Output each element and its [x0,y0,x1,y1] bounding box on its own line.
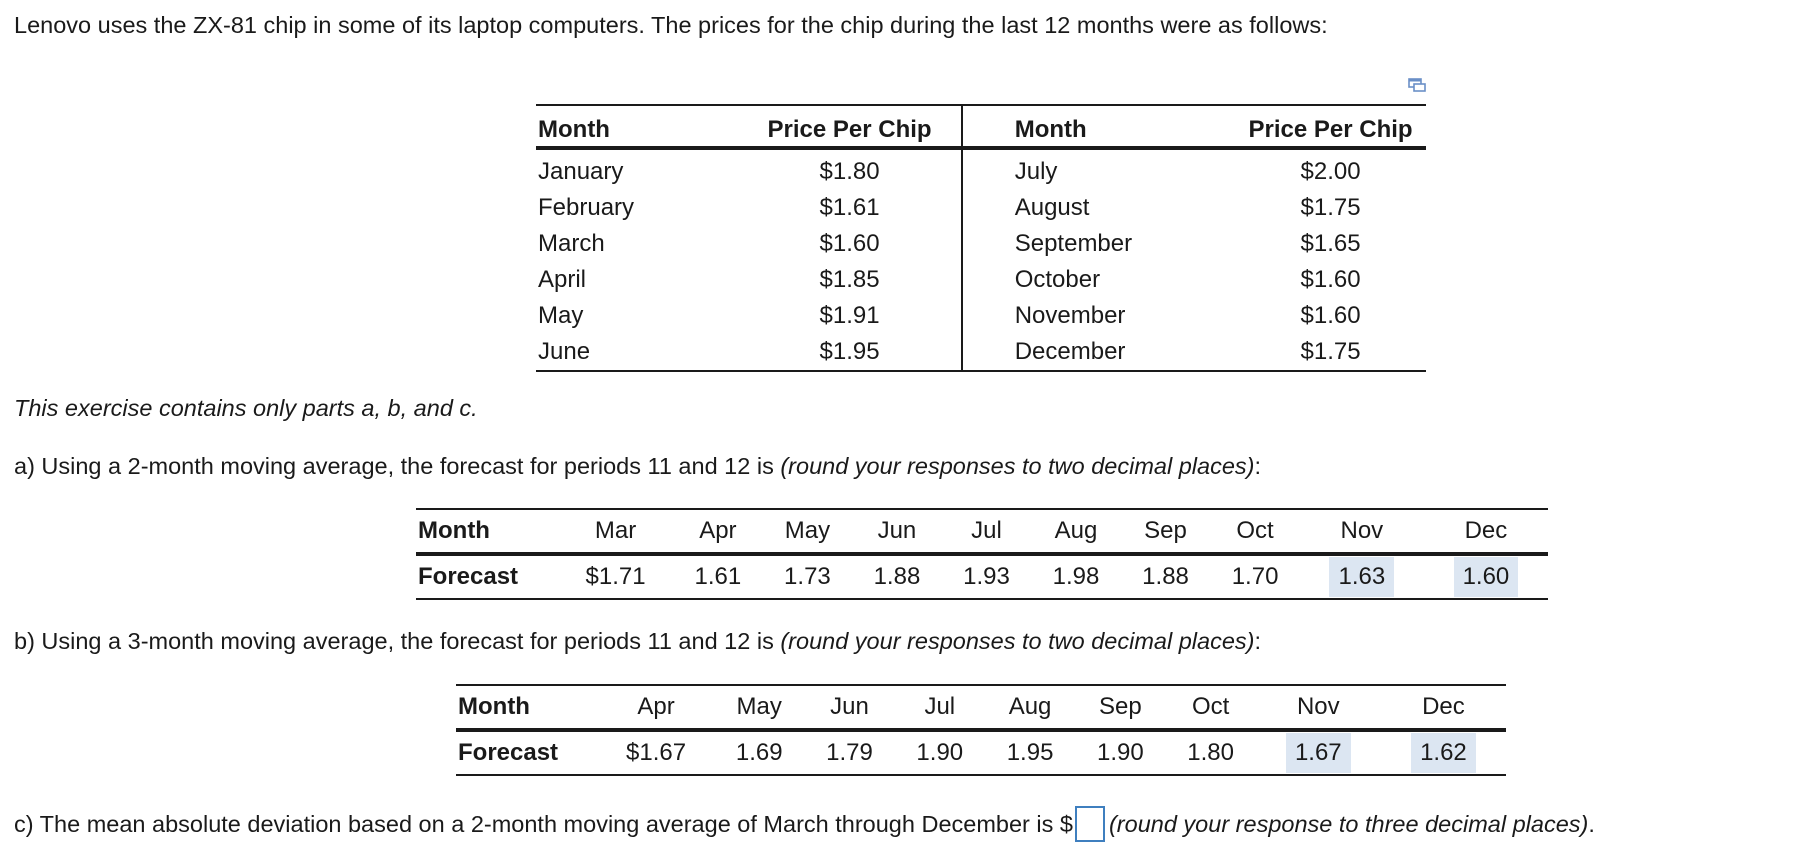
month-header-cell: Jun [804,685,894,730]
forecast-answer-cell [1300,554,1424,599]
month-header-cell: Oct [1210,509,1300,554]
month-header-cell: Apr [673,509,763,554]
price-cell: $1.60 [736,226,961,262]
month-header-cell: Jul [942,509,1032,554]
forecast-cell: $1.67 [598,730,714,775]
price-cell: $1.61 [736,190,961,226]
exercise-note: This exercise contains only parts a, b, and c. [14,395,478,421]
month-header-cell: Sep [1121,509,1211,554]
table-row [536,226,1426,262]
header-month-1: Month [536,105,736,148]
forecast-cell: 1.69 [714,730,804,775]
mad-answer-input[interactable] [1075,806,1105,842]
price-table [536,104,1426,372]
month-header-cell: Mar [558,509,673,554]
forecast-cell: 1.90 [895,730,985,775]
month-cell: June [536,334,736,371]
price-cell: $1.75 [1300,194,1361,221]
header-price-2: Price Per Chip [1233,105,1426,148]
month-header-cell: May [763,509,853,554]
part-b-prompt: b) Using a 3-month moving average, the forecast for periods 11 and 12 is (round your responses to two decimal places): [14,628,1262,654]
forecast-answer-cell [1381,730,1506,775]
row-label-forecast: Forecast [456,730,598,775]
forecast-answer-field[interactable]: 1.62 [1411,733,1476,773]
price-cell: $1.60 [1300,302,1361,329]
month-header-cell: Apr [598,685,714,730]
month-header-cell: Aug [1031,509,1121,554]
month-cell: February [538,194,635,221]
month-cell: September [1014,230,1133,257]
price-cell: $1.95 [736,334,961,371]
table-row [536,148,1426,190]
month-cell: March [538,230,605,257]
month-cell: April [538,266,587,293]
forecast-cell: 1.88 [852,554,942,599]
month-header-cell: Nov [1256,685,1381,730]
forecast-cell: 1.70 [1210,554,1300,599]
part-c-hint: (round your response to three decimal places) [1108,811,1589,838]
forecast-table-2month [416,508,1548,600]
table-row [536,262,1426,298]
month-cell: May [538,302,584,329]
header-price-1: Price Per Chip [736,105,961,148]
forecast-cell: 1.93 [942,554,1032,599]
month-header-cell: Jul [895,685,985,730]
part-b-hint: (round your responses to two decimal places) [780,628,1255,654]
month-header-cell: Oct [1165,685,1255,730]
month-header-cell: Jun [852,509,942,554]
part-c-prompt: c) The mean absolute deviation based on a 2-month moving average of March through December is $ (round your response to three decimal places). [14,808,1595,844]
table-row [536,298,1426,334]
month-header-cell: May [714,685,804,730]
forecast-cell: 1.79 [804,730,894,775]
row-label-month: Month [456,685,598,730]
popout-window-icon[interactable] [1408,78,1426,92]
part-a-hint: (round your responses to two decimal places) [780,453,1255,479]
header-month-2: Month [962,105,1233,148]
price-cell: $1.65 [1300,230,1361,257]
price-cell: $1.80 [736,148,961,190]
forecast-cell: 1.61 [673,554,763,599]
forecast-cell: 1.90 [1075,730,1165,775]
table-row [536,334,1426,371]
forecast-answer-field[interactable]: 1.67 [1286,733,1351,773]
month-header-cell: Dec [1424,509,1548,554]
price-cell: $1.91 [736,298,961,334]
month-cell: August [1014,194,1090,221]
price-cell: $1.60 [1300,266,1361,293]
month-header-cell: Sep [1075,685,1165,730]
month-cell: January [538,158,624,185]
month-header-cell: Dec [1381,685,1506,730]
forecast-answer-cell [1256,730,1381,775]
forecast-answer-cell [1424,554,1548,599]
forecast-cell: 1.73 [763,554,853,599]
month-header-cell: Nov [1300,509,1424,554]
price-cell: $2.00 [1300,158,1361,185]
month-cell: December [962,334,1233,371]
forecast-cell: $1.71 [558,554,673,599]
table-row [536,190,1426,226]
forecast-answer-field[interactable]: 1.60 [1454,557,1519,597]
row-label-forecast: Forecast [416,554,558,599]
forecast-cell: 1.98 [1031,554,1121,599]
month-cell: October [1014,266,1101,293]
month-cell: July [1014,158,1058,185]
intro-text: Lenovo uses the ZX-81 chip in some of its laptop computers. The prices for the chip during the last 12 months were as follows: [14,12,1328,38]
month-header-cell: Aug [985,685,1075,730]
forecast-cell: 1.80 [1165,730,1255,775]
forecast-answer-field[interactable]: 1.63 [1329,557,1394,597]
forecast-cell: 1.95 [985,730,1075,775]
month-cell: November [1014,302,1126,329]
price-cell: $1.75 [1233,334,1426,371]
part-a-prompt: a) Using a 2-month moving average, the forecast for periods 11 and 12 is (round your responses to two decimal places): [14,453,1262,479]
forecast-table-3month [456,684,1506,776]
price-cell: $1.85 [736,262,961,298]
row-label-month: Month [416,509,558,554]
forecast-cell: 1.88 [1121,554,1211,599]
